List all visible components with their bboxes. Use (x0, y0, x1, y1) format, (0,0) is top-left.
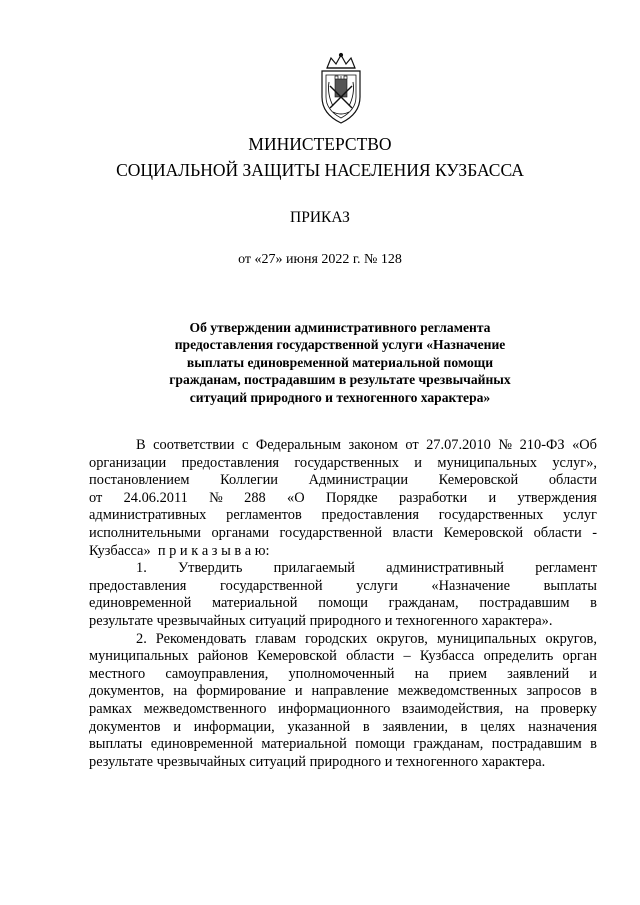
paragraph-line: 2. Рекомендовать главам городских округов, муниципальных округов, (136, 630, 597, 647)
paragraph-line: результате чрезвычайных ситуаций природного и техногенного характера». (89, 612, 553, 629)
paragraph-line: рамках межведомственного информационного взаимодействия, на проверку (89, 700, 597, 717)
paragraph-line: местного самоуправления, уполномоченный на прием заявлений и (89, 665, 597, 682)
order-title (120, 319, 560, 406)
title-line: выплаты единовременной материальной помощи (186, 354, 494, 370)
title-line: предоставления государственной услуги «Назначение (174, 337, 506, 353)
coat-of-arms-icon (313, 52, 369, 126)
ministry-name-line1: МИНИСТЕРСТВО (248, 134, 392, 154)
paragraph-line: исполнительными органами государственной власти Кемеровской области - (89, 524, 597, 541)
ministry-name-line2: СОЦИАЛЬНОЙ ЗАЩИТЫ НАСЕЛЕНИЯ КУЗБАССА (116, 160, 524, 180)
paragraph-line: организации предоставления государственных и муниципальных услуг», (89, 454, 597, 471)
paragraph-line: выплаты единовременной материальной помощи гражданам, пострадавшим в (89, 736, 597, 753)
paragraph-line: результате чрезвычайных ситуаций природного и техногенного характера. (89, 753, 546, 770)
title-line: Об утверждении административного регламента (189, 320, 491, 335)
document-type: ПРИКАЗ (290, 209, 350, 226)
paragraph-line: документов и информации, указанной в заявлении, в целях назначения (89, 718, 597, 735)
paragraph-line: 1. Утвердить прилагаемый административный регламент (136, 560, 597, 577)
title-line: ситуаций природного и техногенного характера» (189, 389, 491, 405)
order-body (89, 437, 597, 771)
paragraph-line: муниципальных районов Кемеровской области – Кузбасса определить орган (89, 648, 597, 665)
paragraph-line: Кузбасса» п р и к а з ы в а ю: (89, 542, 270, 559)
paragraph-line: административных регламентов предоставления государственных услуг (89, 507, 597, 524)
paragraph-line: В соответствии с Федеральным законом от 27.07.2010 № 210-ФЗ «Об (136, 437, 597, 453)
paragraph-line: единовременной материальной помощи гражданам, пострадавшим в (89, 595, 597, 612)
paragraph-line: документов, на формирование и направление межведомственных запросов в (89, 683, 597, 700)
paragraph-line: от 24.06.2011 № 288 «О Порядке разработки и утверждения (89, 489, 597, 506)
paragraph-line: предоставления государственной услуги «Назначение выплаты (89, 577, 597, 594)
order-date-number: от «27» июня 2022 г. № 128 (238, 252, 402, 267)
title-line: гражданам, пострадавшим в результате чрезвычайных (169, 372, 511, 388)
paragraph-line: постановлением Коллегии Администрации Кемеровской области (89, 472, 597, 489)
